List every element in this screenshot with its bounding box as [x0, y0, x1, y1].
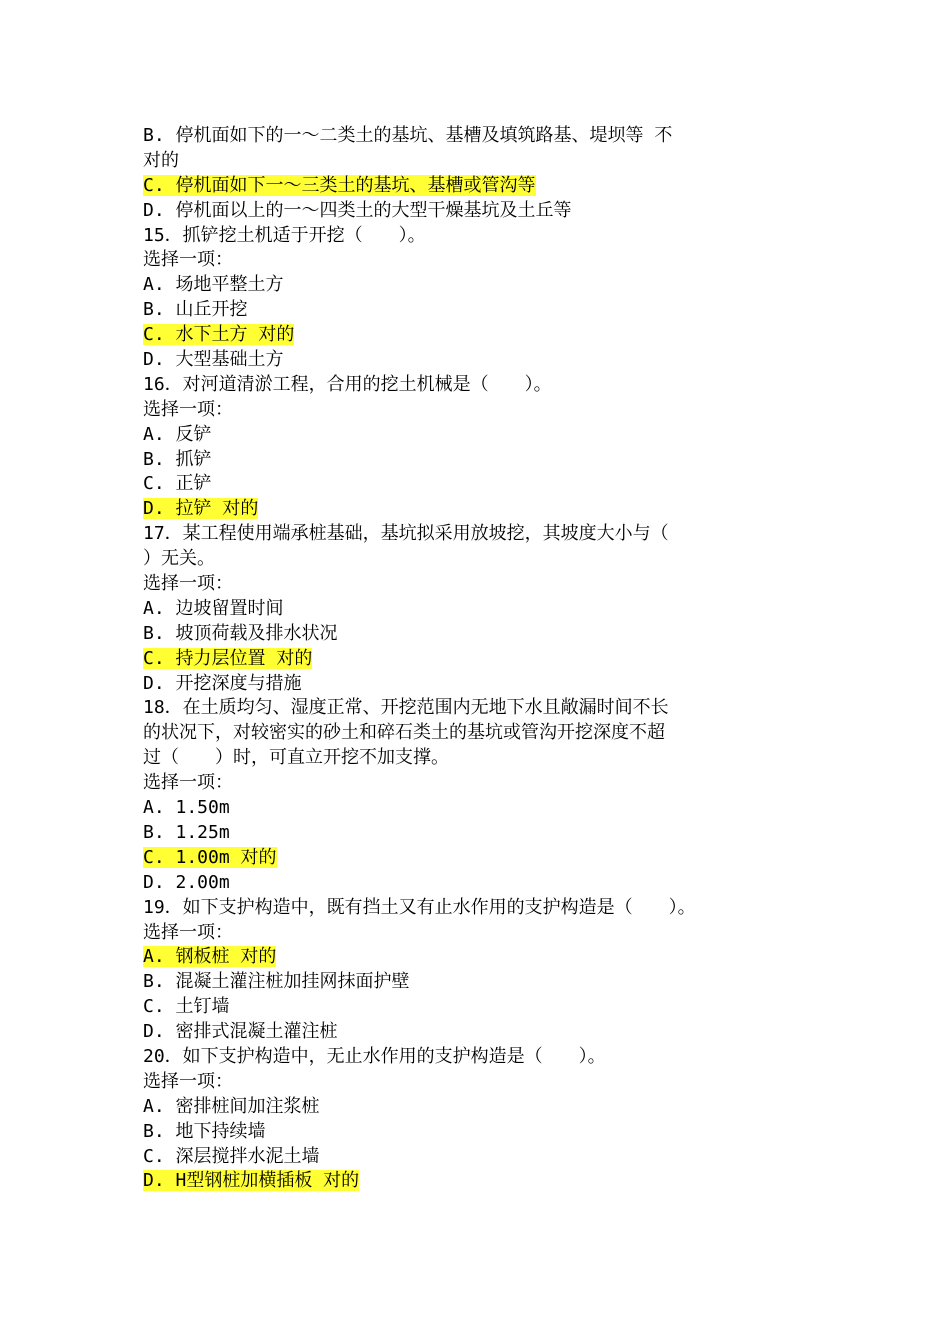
line-text: B. 坡顶荷载及排水状况: [143, 622, 338, 644]
text-line: [143, 448, 813, 473]
text-line: [143, 945, 813, 970]
text-line: [143, 995, 813, 1020]
highlighted-answer-text: D. 拉铲 对的: [143, 498, 259, 520]
text-line: [143, 721, 813, 746]
text-line: [143, 323, 813, 348]
highlighted-answer-text: C. 持力层位置 对的: [143, 647, 313, 669]
text-line: [143, 597, 813, 622]
text-line: [143, 273, 813, 298]
text-line: [143, 696, 813, 721]
line-text: 的状况下，对较密实的砂土和碎石类土的基坑或管沟开挖深度不超: [143, 722, 665, 744]
text-line: [143, 522, 813, 547]
line-text: 17．某工程使用端承桩基础，基坑拟采用放坡挖，其坡度大小与（: [143, 523, 669, 545]
line-text: D. 停机面以上的一～四类土的大型干燥基坑及土丘等: [143, 199, 572, 221]
text-line: [143, 1020, 813, 1045]
highlighted-answer-text: A. 钢板桩 对的: [143, 946, 277, 968]
line-text: 选择一项：: [143, 772, 233, 794]
line-text: 选择一项：: [143, 249, 233, 271]
text-line: [143, 373, 813, 398]
text-line: [143, 647, 813, 672]
text-line: [143, 1169, 813, 1194]
text-line: [143, 348, 813, 373]
text-line: [143, 199, 813, 224]
line-text: B. 地下持续墙: [143, 1120, 266, 1142]
line-text: A. 反铲: [143, 423, 212, 445]
text-line: [143, 298, 813, 323]
text-line: [143, 174, 813, 199]
line-text: 18．在土质均匀、湿度正常、开挖范围内无地下水且敞漏时间不长: [143, 697, 669, 719]
text-line: [143, 398, 813, 423]
highlighted-answer-text: C. 1.00m 对的: [143, 846, 277, 868]
text-line: [143, 1095, 813, 1120]
line-text: A. 密排桩间加注浆桩: [143, 1095, 320, 1117]
line-text: D. 密排式混凝土灌注桩: [143, 1021, 338, 1043]
text-line: [143, 547, 813, 572]
line-text: ）无关。: [143, 548, 215, 570]
line-text: D. 大型基础土方: [143, 349, 284, 371]
text-line: [143, 846, 813, 871]
text-line: [143, 970, 813, 995]
line-text: 对的: [143, 149, 179, 171]
text-line: [143, 572, 813, 597]
text-line: [143, 1145, 813, 1170]
line-text: 20．如下支护构造中，无止水作用的支护构造是（ ）。: [143, 1045, 606, 1067]
text-line: [143, 672, 813, 697]
line-text: D. 2.00m: [143, 871, 230, 893]
line-text: 选择一项：: [143, 921, 233, 943]
text-line: [143, 921, 813, 946]
line-text: 过（ ）时，可直立开挖不加支撑。: [143, 747, 449, 769]
line-text: B. 停机面如下的一～二类土的基坑、基槽及填筑路基、堤坝等 不: [143, 125, 673, 146]
line-text: C. 正铲: [143, 473, 212, 495]
line-text: 15．抓铲挖土机适于开挖（ ）。: [143, 224, 426, 246]
line-text: 19．如下支护构造中，既有挡土又有止水作用的支护构造是（ ）。: [143, 896, 696, 918]
line-text: D. 开挖深度与措施: [143, 672, 302, 694]
text-line: [143, 1070, 813, 1095]
line-text: B. 1.25m: [143, 821, 230, 843]
highlighted-answer-text: C. 水下土方 对的: [143, 324, 295, 346]
text-line: [143, 622, 813, 647]
document-body: [143, 124, 813, 1194]
line-text: 选择一项：: [143, 573, 233, 595]
text-line: [143, 896, 813, 921]
highlighted-answer-text: D. H型钢桩加横插板 对的: [143, 1170, 360, 1192]
line-text: 选择一项：: [143, 1070, 233, 1092]
line-text: C. 深层搅拌水泥土墙: [143, 1145, 320, 1167]
highlighted-answer-text: C. 停机面如下一～三类土的基坑、基槽或管沟等: [143, 174, 536, 196]
line-text: C. 土钉墙: [143, 996, 230, 1018]
line-text: 选择一项：: [143, 398, 233, 420]
text-line: [143, 224, 813, 249]
text-line: [143, 248, 813, 273]
text-line: [143, 1120, 813, 1145]
text-line: [143, 472, 813, 497]
line-text: B. 混凝土灌注桩加挂网抹面护壁: [143, 971, 410, 993]
text-line: [143, 871, 813, 896]
line-text: A. 1.50m: [143, 797, 230, 819]
line-text: A. 场地平整土方: [143, 274, 284, 296]
text-line: [143, 746, 813, 771]
line-text: B. 抓铲: [143, 448, 212, 470]
text-line: [143, 124, 813, 149]
text-line: [143, 796, 813, 821]
text-line: [143, 423, 813, 448]
text-line: [143, 497, 813, 522]
text-line: [143, 771, 813, 796]
text-line: [143, 1045, 813, 1070]
text-line: [143, 821, 813, 846]
line-text: A. 边坡留置时间: [143, 597, 284, 619]
text-line: [143, 149, 813, 174]
line-text: 16．对河道清淤工程，合用的挖土机械是（ ）。: [143, 373, 552, 395]
line-text: B. 山丘开挖: [143, 299, 248, 321]
